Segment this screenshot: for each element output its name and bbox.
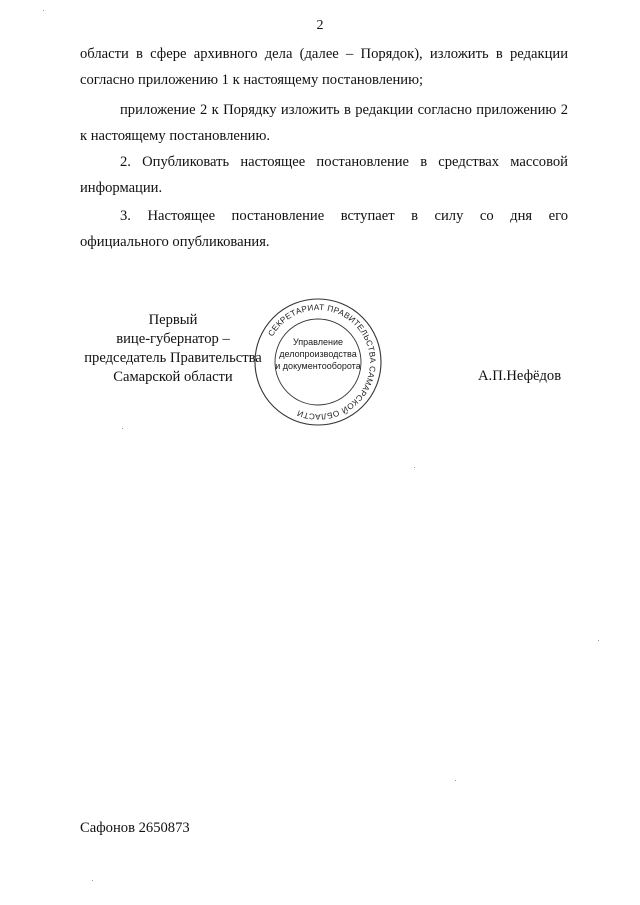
paragraph-4-cont	[80, 229, 568, 256]
paragraph-1-line-1: области в сфере архивного дела (далее – Порядок), изложить в редакции	[80, 46, 568, 62]
scan-speck	[92, 880, 93, 881]
scan-speck	[455, 780, 456, 781]
paragraph-3-cont	[80, 175, 568, 202]
paragraph-4-line-2: официального опубликования.	[80, 234, 270, 250]
executor-footer: Сафонов 2650873	[80, 820, 190, 836]
paragraph-2-cont	[80, 123, 568, 150]
stamp-center-text	[252, 336, 384, 372]
paragraph-3-line-1: 2. Опубликовать настоящее постановление в средствах массовой	[120, 154, 568, 170]
paragraph-3	[80, 149, 568, 176]
official-stamp	[252, 296, 384, 428]
paragraph-2	[80, 97, 568, 124]
paragraph-4	[80, 203, 568, 230]
signature-position	[78, 311, 268, 387]
paragraph-2-line-1: приложение 2 к Порядку изложить в редакции согласно приложению 2	[120, 102, 568, 118]
paragraph-4-line-1: 3. Настоящее постановление вступает в силу со дня его	[120, 208, 568, 224]
scan-speck	[414, 467, 415, 468]
stamp-ring-text: СЕКРЕТАРИАТ ПРАВИТЕЛЬСТВА САМАРСКОЙ ОБЛАСТИ	[266, 302, 378, 422]
scan-speck	[43, 10, 44, 11]
page-number: 2	[316, 18, 324, 33]
paragraph-3-line-2: информации.	[80, 180, 163, 196]
paragraph-1-line-2: согласно приложению 1 к настоящему постановлению;	[80, 72, 424, 88]
signature-position-line-1: Первый	[148, 312, 198, 328]
scan-speck	[598, 640, 599, 641]
signature-position-line-4: Самарской области	[113, 369, 233, 385]
paragraph-1	[80, 41, 568, 68]
stamp-line-3: и документооборота	[275, 361, 361, 371]
paragraph-2-line-2: к настоящему постановлению.	[80, 128, 271, 144]
scan-speck	[122, 428, 123, 429]
signature-position-line-3: председатель Правительства	[84, 350, 262, 366]
paragraph-1-cont	[80, 67, 568, 94]
signatory-name: А.П.Нефёдов	[478, 368, 562, 384]
signature-position-line-2: вице-губернатор –	[116, 331, 230, 347]
stamp-line-2: делопроизводства	[279, 349, 357, 359]
stamp-line-1: Управление	[292, 337, 344, 347]
